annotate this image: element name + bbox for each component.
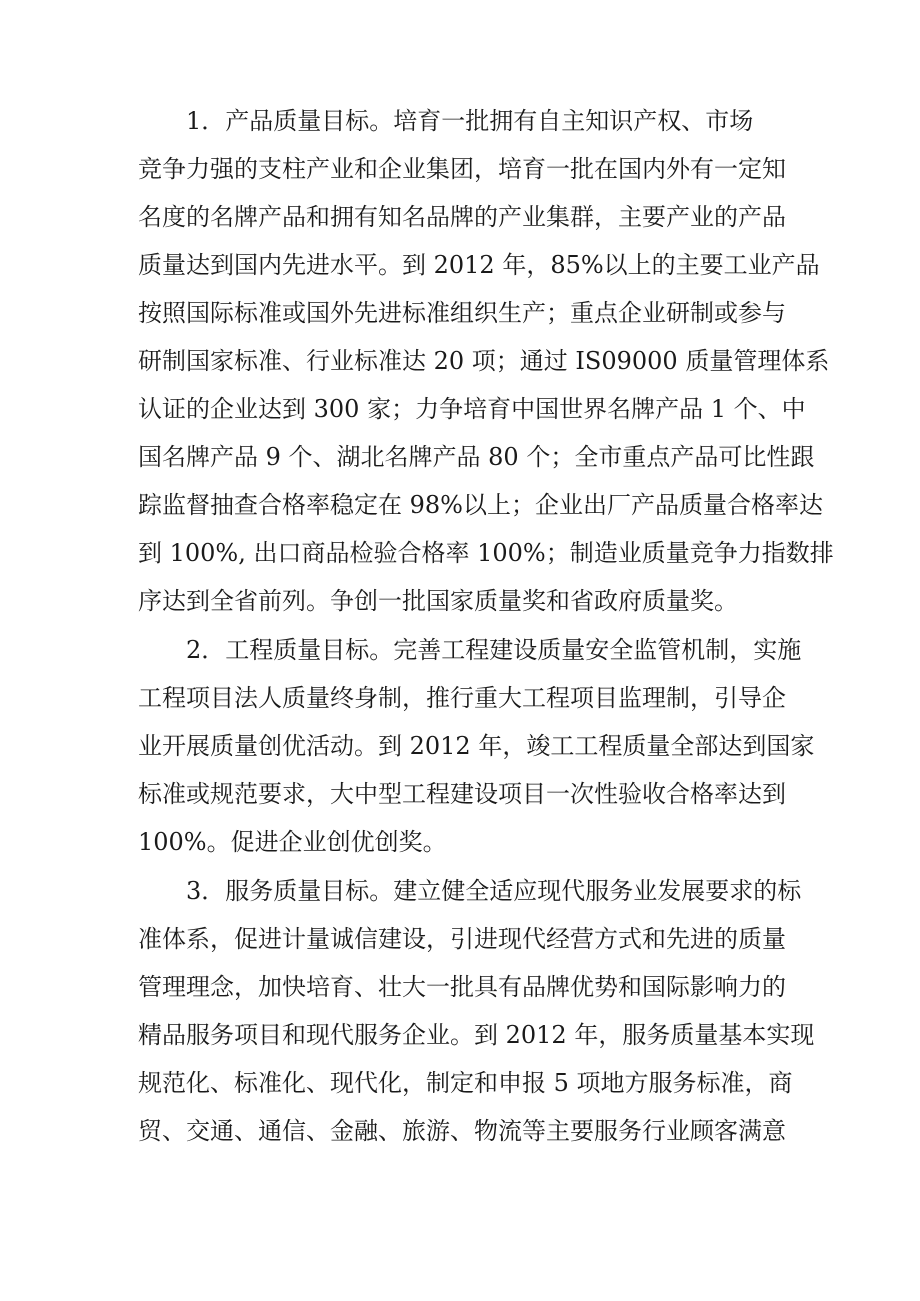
text-line-12: 2．工程质量目标。完善工程建设质量安全监管机制，实施 [186,636,802,664]
text-line-7: 认证的企业达到 300 家；力争培育中国世界名牌产品 1 个、中 [138,395,806,423]
text-line-1: 1．产品质量目标。培育一批拥有自主知识产权、市场 [186,107,754,135]
text-line-18: 准体系，促进计量诚信建设，引进现代经营方式和先进的质量 [138,925,786,953]
text-line-5: 按照国际标准或国外先进标准组织生产；重点企业研制或参与 [138,299,786,327]
text-line-19: 管理理念，加快培育、壮大一批具有品牌优势和国际影响力的 [138,973,786,1001]
text-line-14: 业开展质量创优活动。到 2012 年，竣工工程质量全部达到国家 [138,732,815,760]
text-line-9: 踪监督抽查合格率稳定在 98%以上；企业出厂产品质量合格率达 [138,491,823,519]
text-line-21: 规范化、标准化、现代化，制定和申报 5 项地方服务标准，商 [138,1069,793,1097]
text-line-10: 到 100%, 出口商品检验合格率 100%；制造业质量竞争力指数排 [138,539,834,567]
text-line-22: 贸、交通、通信、金融、旅游、物流等主要服务行业顾客满意 [138,1117,786,1145]
text-line-3: 名度的名牌产品和拥有知名品牌的产业集群，主要产业的产品 [138,203,786,231]
text-line-6: 研制国家标准、行业标准达 20 项；通过 IS09000 质量管理体系 [138,347,830,375]
text-line-16: 100%。促进企业创优创奖。 [138,828,447,856]
text-line-13: 工程项目法人质量终身制，推行重大工程项目监理制，引导企 [138,684,786,712]
text-line-15: 标准或规范要求，大中型工程建设项目一次性验收合格率达到 [138,780,786,808]
text-line-2: 竞争力强的支柱产业和企业集团，培育一批在国内外有一定知 [138,155,786,183]
text-line-8: 国名牌产品 9 个、湖北名牌产品 80 个；全市重点产品可比性跟 [138,443,815,471]
text-line-11: 序达到全省前列。争创一批国家质量奖和省政府质量奖。 [138,587,738,615]
text-line-4: 质量达到国内先进水平。到 2012 年，85%以上的主要工业产品 [138,251,820,279]
text-line-20: 精品服务项目和现代服务企业。到 2012 年，服务质量基本实现 [138,1021,815,1049]
text-line-17: 3．服务质量目标。建立健全适应现代服务业发展要求的标 [186,877,802,905]
